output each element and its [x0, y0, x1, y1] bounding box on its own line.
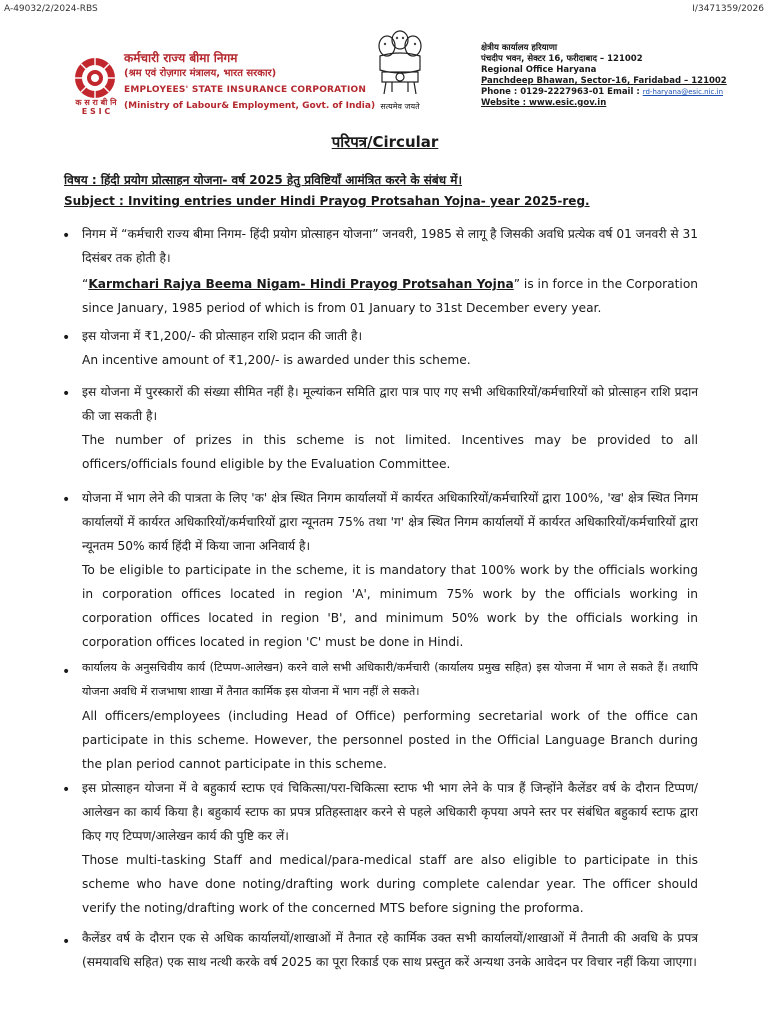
national-emblem-icon — [370, 26, 430, 104]
bullet-icon: • — [62, 492, 71, 508]
paragraph-hindi: योजना में भाग लेने की पात्रता के लिए 'क' क्षेत्र स्थित निगम कार्यालयों में कार्यरत अधिकारियों/कर्मचारियों द्वारा 100%, 'ख' क्षेत्र स्थित निगम कार्यालयों में कार्यरत अधिकारियों/कर्मचारियों द्वारा न्यूनतम 75% तथा 'ग' क्षेत्र स्थित निगम कार्यालयों में कार्यरत अधिकारियों/कर्मचारियों द्वारा न्यूनतम 50% कार्य हिंदी में किया जाना अनिवार्य है। — [82, 491, 699, 553]
email-link[interactable]: rd-haryana@esic.nic.in — [642, 88, 724, 96]
list-item — [82, 380, 698, 476]
paragraph-english: All officers/employees (including Head of Office) performing secretarial work of the office can participate in this scheme. However, the personnel posted in the Official Language Branch during the plan period cannot participate in this scheme. — [82, 709, 698, 771]
paragraph-english: An incentive amount of ₹1,200/- is awarded under this scheme. — [82, 353, 471, 367]
bullet-icon: • — [62, 386, 71, 402]
address-english: Panchdeep Bhawan, Sector-16, Faridabad – 121002 — [481, 76, 727, 86]
subject-english: Subject : Inviting entries under Hindi Prayog Protsahan Yojna- year 2025-reg. — [64, 194, 590, 208]
website-link[interactable]: Website : www.esic.gov.in — [481, 98, 607, 108]
office-name-hindi: क्षेत्रीय कार्यालय हरियाणा — [481, 43, 558, 53]
list-item — [82, 656, 698, 776]
paragraph-english — [82, 272, 698, 320]
list-item — [82, 222, 698, 320]
phone-text: Phone : 0129-2227963-01 Email : — [481, 87, 640, 97]
bullet-icon: • — [62, 228, 71, 244]
esic-logo-icon — [74, 57, 116, 99]
bullet-icon: • — [62, 782, 71, 798]
regional-office-address-block — [481, 43, 727, 109]
subject-hindi: विषय : हिंदी प्रयोग प्रोत्साहन योजना- वर्ष 2025 हेतु प्रविष्टियाँ आमंत्रित करने के संबंध में। — [64, 173, 463, 187]
organization-name-english: EMPLOYEES' STATE INSURANCE CORPORATION — [124, 85, 367, 95]
emblem-motto: सत्यमेव जयते — [380, 102, 420, 111]
paragraph-hindi: इस प्रोत्साहन योजना में वे बहुकार्य स्टाफ एवं चिकित्सा/परा-चिकित्सा स्टाफ भी भाग लेने के पात्र हैं जिन्होंने कैलेंडर वर्ष के दौरान टिप्पण/आलेखन का कार्य किया है। बहुकार्य स्टाफ का प्रपत्र प्रतिहस्ताक्षर करने से पहले अधिकारी कृपया अपने स्तर पर संबंधित बहुकार्य स्टाफ द्वारा किए गए टिप्पण/आलेखन कार्य की पुष्टि कर लें। — [82, 781, 698, 843]
scheme-name: Karmchari Rajya Beema Nigam- Hindi Prayog Protsahan Yojna — [88, 277, 514, 291]
document-title: परिपत्र/Circular — [331, 133, 439, 151]
esic-logo-label: क स रा बी नि E S I C — [75, 98, 117, 116]
paragraph-hindi: कैलेंडर वर्ष के दौरान एक से अधिक कार्यालयों/शाखाओं में तैनात रहे कार्मिक उक्त सभी कार्यालयों/शाखाओं में तैनाती की अवधि के प्रपत्र (समयावधि सहित) एक साथ नत्थी करके वर्ष 2025 का पूरा रिकार्ड एक साथ प्रस्तुत करें अन्यथा उनके आवेदन पर विचार नहीं किया जाएगा। — [82, 931, 698, 969]
paragraph-hindi: इस योजना में ₹1,200/- की प्रोत्साहन राशि प्रदान की जाती है। — [82, 329, 363, 343]
paragraph-english: To be eligible to participate in the scheme, it is mandatory that 100% work by the officials working in corporation offices located in region 'A', minimum 75% work by the officials working in corporation offices located in region 'B', and minimum 50% work by the officials working in corporation offices located in region 'C' must be done in Hindi. — [82, 563, 698, 649]
paragraph-hindi: कार्यालय के अनुसचिवीय कार्य (टिप्पण-आलेखन) करने वाले सभी अधिकारी/कर्मचारी (कार्यालय प्रमुख सहित) इस योजना में भाग ले सकते हैं। तथापि योजना अवधि में राजभाषा शाखा में तैनात कार्मिक इस योजना में भाग नहीं ले सकते। — [82, 661, 698, 698]
bullet-icon: • — [62, 664, 71, 680]
paragraph-english-rest: ” is in force in the Corporation since January, 1985 period of which is from 01 January to 31st December every year. — [82, 277, 698, 315]
document-reference-right: I/3471359/2026 — [692, 4, 764, 14]
paragraph-hindi: इस योजना में पुरस्कारों की संख्या सीमित नहीं है। मूल्यांकन समिति द्वारा पात्र पाए गए सभी अधिकारियों/कर्मचारियों को प्रोत्साहन राशि प्रदान की जा सकती है। — [82, 385, 698, 423]
bullet-icon: • — [62, 330, 71, 346]
organization-name-hindi: कर्मचारी राज्य बीमा निगम — [124, 51, 238, 65]
paragraph-english: The number of prizes in this scheme is not limited. Incentives may be provided to all officers/officials found eligible by the Evaluation Committee. — [82, 433, 698, 471]
address-hindi: पंचदीप भवन, सेक्टर 16, फरीदाबाद – 121002 — [481, 54, 643, 64]
ministry-name-hindi: (श्रम एवं रोज़गार मंत्रालय, भारत सरकार) — [124, 68, 277, 79]
paragraph-hindi: निगम में “कर्मचारी राज्य बीमा निगम- हिंदी प्रयोग प्रोत्साहन योजना” जनवरी, 1985 से लागू है जिसकी अवधि प्रत्येक वर्ष 01 जनवरी से 31 दिसंबर तक होती है। — [82, 227, 698, 265]
organization-block — [124, 50, 375, 114]
office-name-english: Regional Office Haryana — [481, 65, 597, 75]
list-item — [82, 486, 698, 654]
paragraph-english: Those multi-tasking Staff and medical/para-medical staff are also eligible to participate in this scheme who have done noting/drafting work during complete calendar year. The officer should verify the noting/drafting work of the concerned MTS before signing the proforma. — [82, 853, 698, 915]
bullet-icon: • — [62, 934, 71, 950]
document-reference-left: A-49032/2/2024-RBS — [4, 4, 98, 14]
ministry-name-english: (Ministry of Labour& Employment, Govt. of India) — [124, 101, 376, 111]
list-item — [82, 776, 698, 920]
quote-open: “ — [82, 277, 89, 291]
contact-line — [481, 87, 727, 98]
list-item — [82, 324, 698, 372]
list-item — [82, 926, 698, 974]
